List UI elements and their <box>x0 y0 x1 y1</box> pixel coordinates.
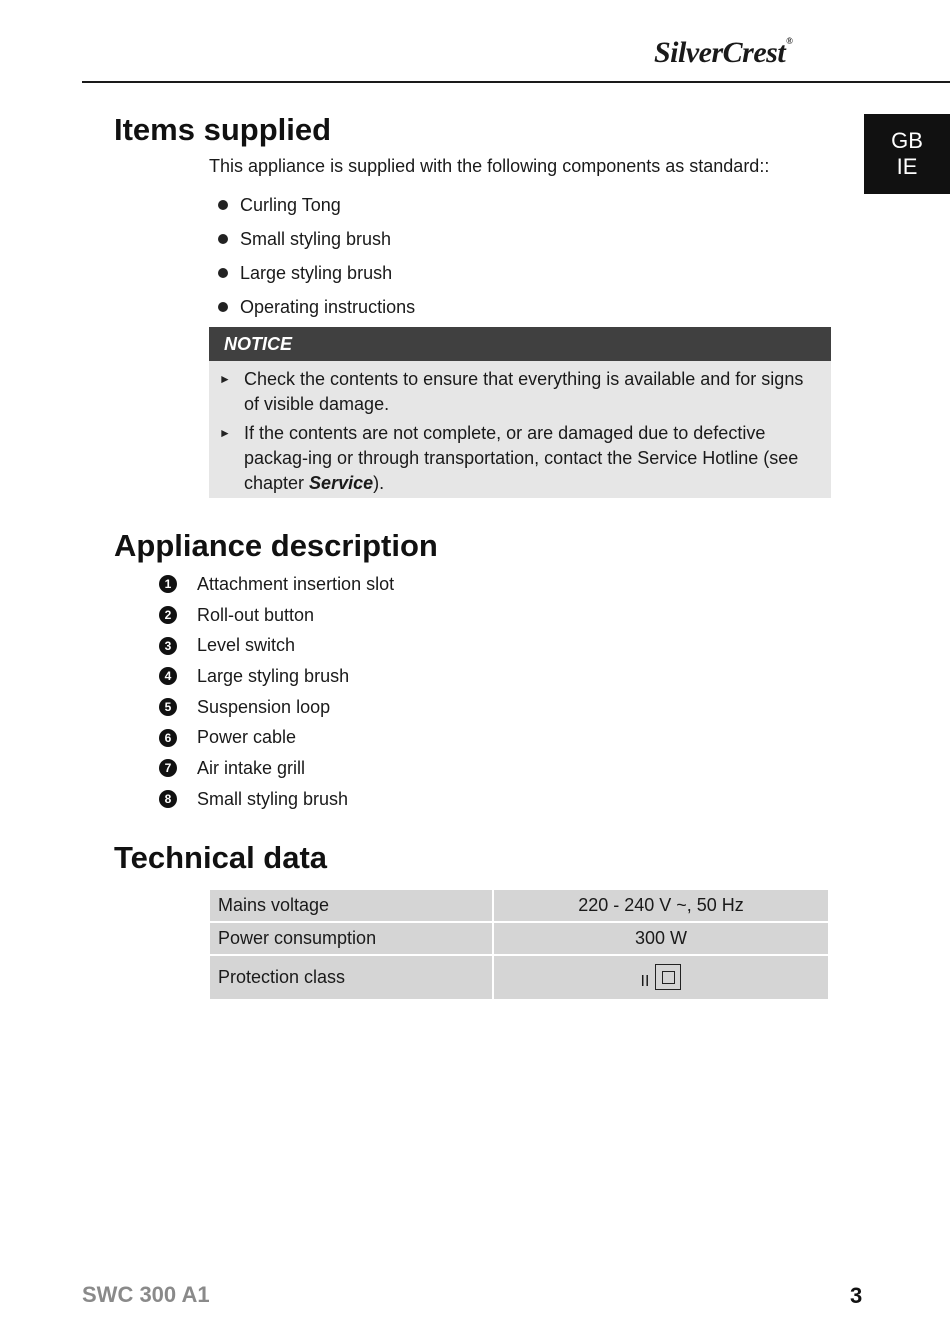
list-item: Operating instructions <box>209 290 415 324</box>
notice-box <box>209 327 831 498</box>
number-badge: 6 <box>159 729 177 747</box>
chapter-reference-service: Service <box>309 473 374 493</box>
list-item: 4 Large styling brush <box>159 661 394 692</box>
list-item: Curling Tong <box>209 188 415 222</box>
technical-data-table <box>208 888 830 1001</box>
arrow-right-icon: ► <box>219 372 231 386</box>
number-badge: 7 <box>159 759 177 777</box>
notice-item: ► Check the contents to ensure that everything is available and for signs of visible damage. <box>219 367 819 417</box>
page-number: 3 <box>850 1283 863 1308</box>
language-code-ie: IE <box>896 154 918 179</box>
table-row <box>210 890 828 921</box>
list-item: Small styling brush <box>209 222 415 256</box>
language-tab <box>864 114 950 194</box>
list-item: 3 Level switch <box>159 630 394 661</box>
number-badge: 1 <box>159 575 177 593</box>
notice-item: ► If the contents are not complete, or are damaged due to defective packag-ing or through transportation, contact the Service Hotline (see chapter Service). <box>219 421 819 496</box>
items-intro: This appliance is supplied with the following components as standard:: <box>209 156 770 176</box>
table-row <box>210 956 828 999</box>
bullet-icon <box>218 302 228 312</box>
double-insulation-icon: II <box>641 964 682 990</box>
list-item: 6 Power cable <box>159 722 394 753</box>
number-badge: 2 <box>159 606 177 624</box>
table-row <box>210 923 828 954</box>
number-badge: 3 <box>159 637 177 655</box>
table-cell-value <box>494 956 828 999</box>
arrow-right-icon: ► <box>219 426 231 440</box>
bullet-icon <box>218 200 228 210</box>
table-cell-key: Mains voltage <box>210 890 492 921</box>
table-cell-value: 220 - 240 V ~, 50 Hz <box>494 890 828 921</box>
bullet-icon <box>218 268 228 278</box>
list-item: 1 Attachment insertion slot <box>159 569 394 600</box>
notice-title: NOTICE <box>209 327 831 361</box>
list-item: Large styling brush <box>209 256 415 290</box>
heading-technical-data: Technical data <box>114 840 328 875</box>
list-item: 5 Suspension loop <box>159 692 394 723</box>
table-cell-value: 300 W <box>494 923 828 954</box>
header-rule <box>82 81 950 83</box>
items-list <box>209 188 415 324</box>
number-badge: 4 <box>159 667 177 685</box>
table-cell-key: Power consumption <box>210 923 492 954</box>
brand-logo: SilverCrest® <box>654 36 793 69</box>
list-item: 2 Roll-out button <box>159 600 394 631</box>
language-code-gb: GB <box>891 128 923 153</box>
number-badge: 8 <box>159 790 177 808</box>
footer-model: SWC 300 A1 <box>82 1282 210 1307</box>
number-badge: 5 <box>159 698 177 716</box>
parts-list <box>159 569 394 815</box>
bullet-icon <box>218 234 228 244</box>
list-item: 8 Small styling brush <box>159 784 394 815</box>
table-cell-key: Protection class <box>210 956 492 999</box>
heading-items-supplied: Items supplied <box>114 112 332 147</box>
list-item: 7 Air intake grill <box>159 753 394 784</box>
heading-appliance-description: Appliance description <box>114 528 438 563</box>
